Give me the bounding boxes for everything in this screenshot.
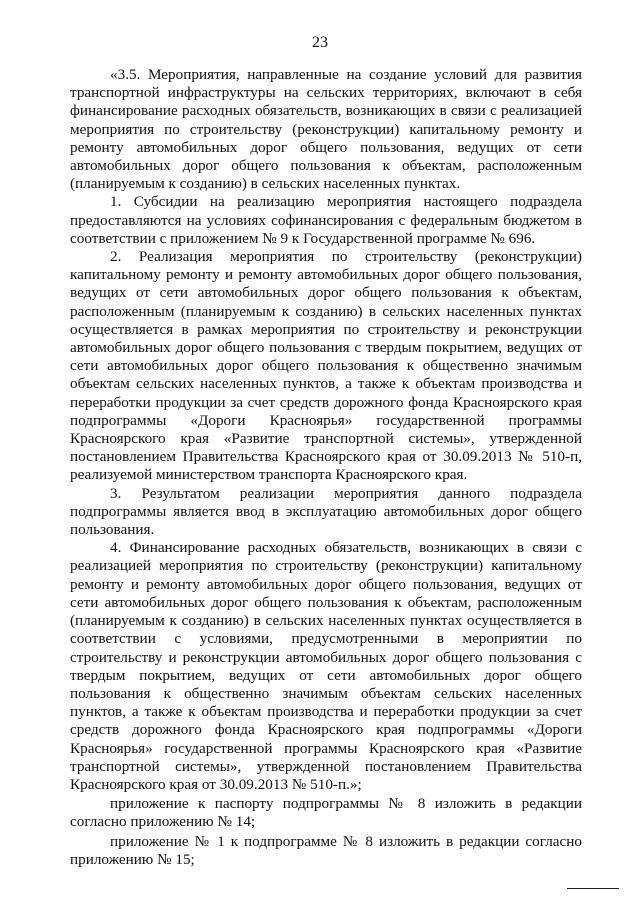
paragraph-appendix-passport: приложение к паспорту подпрограммы № 8 изложить в редакции согласно приложению № 14; bbox=[70, 795, 582, 831]
paragraph-item-1: 1. Субсидии на реализацию мероприятия настоящего подраздела предоставляются на условиях софинансирования с федеральным бюджетом в соответствии с приложением № 9 к Государственной программе № 696. bbox=[70, 193, 582, 247]
page-number: 23 bbox=[312, 34, 328, 51]
footer-rule bbox=[567, 888, 619, 889]
paragraph-item-4: 4. Финансирование расходных обязательств, возникающих в связи с реализацией мероприятия по строительству (реконструкции) капитальному ремонту и ремонту автомобильных дорог общего пользования, ведущих от сети автомобильных дорог общего пользования к объектам, расположенным (планируемым к созданию) в сельских населенных пунктах осуществляется в соответствии с условиями, предусмотренными в мероприятии по строительству и реконструкции автомобильных дорог общего пользования с твердым покрытием, ведущих от сети автомобильных дорог общего пользования к общественно значимым объектам сельских населенных пунктов, а также к объектам производства и переработки продукции за счет средств дорожного фонда Красноярского края подпрограммы «Дороги Красноярья» государственной программы Красноярского края «Развитие транспортной системы», утвержденной постановлением Правительства Красноярского края от 30.09.2013 № 510-п.»; bbox=[70, 539, 582, 793]
paragraph-item-2: 2. Реализация мероприятия по строительству (реконструкции) капитальному ремонту и ремонту автомобильных дорог общего пользования, ведущих от сети автомобильных дорог общего пользования к объектам, расположенным (планируемым к созданию) в сельских населенных пунктах осуществляется в рамках мероприятия по строительству и реконструкции автомобильных дорог общего пользования с твердым покрытием, ведущих от сети автомобильных дорог общего пользования к общественно значимым объектам сельских населенных пунктов, а также к объектам производства и переработки продукции за счет средств дорожного фонда Красноярского края подпрограммы «Дороги Красноярья» государственной программы Красноярского края «Развитие транспортной системы», утвержденной постановлением Правительства Красноярского края от 30.09.2013 № 510-п, реализуемой министерством транспорта Красноярского края. bbox=[70, 248, 582, 484]
paragraph-3-5: «3.5. Мероприятия, направленные на создание условий для развития транспортной инфраструктуры на сельских территориях, включают в себя финансирование расходных обязательств, возникающих в связи с реализацией мероприятия по строительству (реконструкции) капитальному ремонту и ремонту автомобильных дорог общего пользования, ведущих от сети автомобильных дорог общего пользования к объектам, расположенным (планируемым к созданию) в сельских населенных пунктах. bbox=[70, 66, 582, 193]
paragraph-appendix-1: приложение № 1 к подпрограмме № 8 изложить в редакции согласно приложению № 15; bbox=[70, 832, 582, 868]
paragraph-item-3: 3. Результатом реализации мероприятия данного подраздела подпрограммы является ввод в эксплуатацию автомобильных дорог общего пользования. bbox=[70, 484, 582, 539]
document-body bbox=[70, 66, 582, 869]
